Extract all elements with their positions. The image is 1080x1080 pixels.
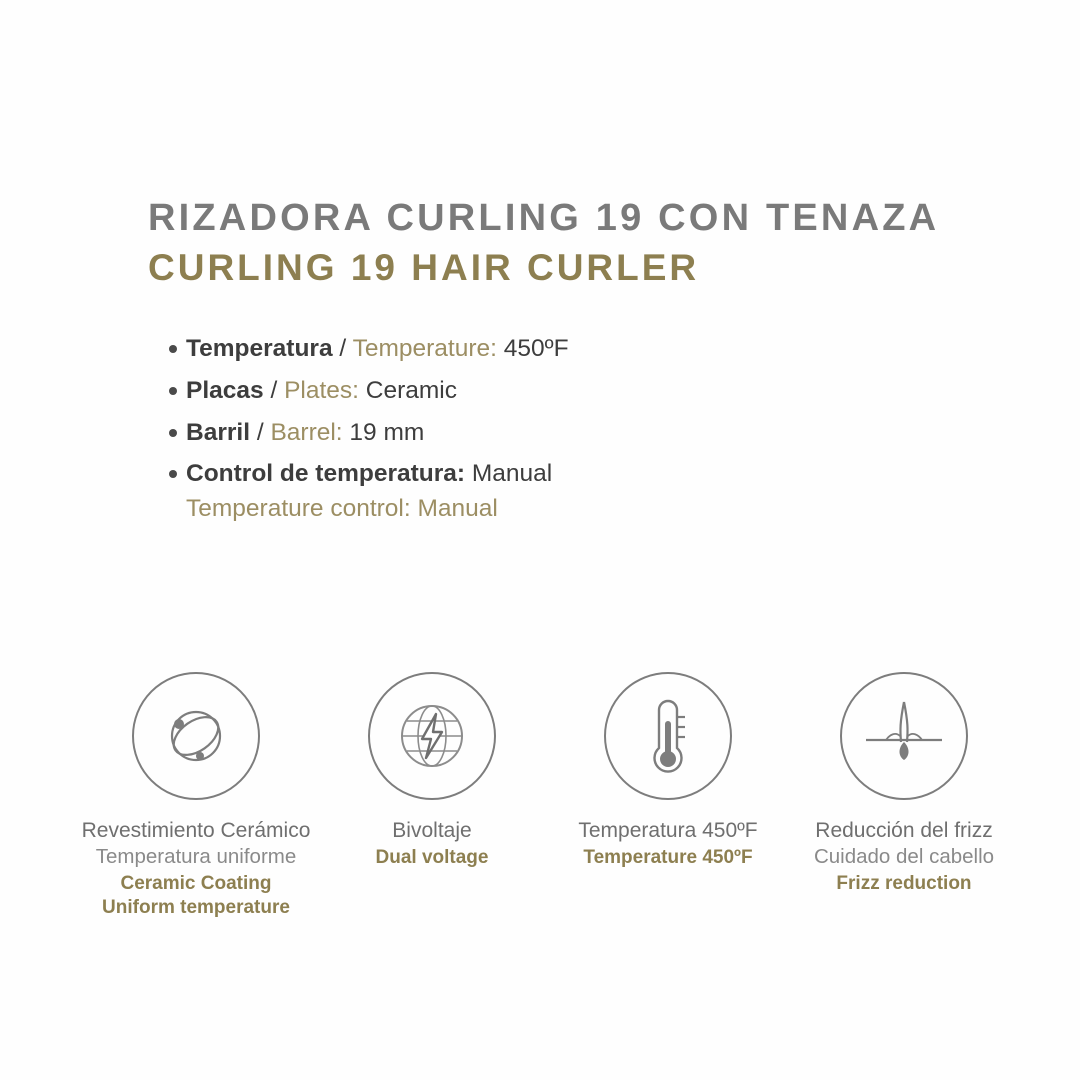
spec-separator: / — [250, 418, 271, 446]
spec-label-en: Barrel: — [270, 418, 343, 446]
spec-value: 450ºF — [503, 335, 569, 362]
feature-frizz-reduction — [786, 672, 1022, 919]
spec-value: Manual — [471, 460, 553, 488]
feature-caption-es-1: Reducción del frizz — [815, 819, 993, 842]
feature-caption-en-1: Frizz reduction — [836, 872, 972, 894]
spec-text — [186, 374, 457, 409]
page-title-en: CURLING 19 HAIR CURLER — [148, 246, 700, 288]
dual-voltage-globe-icon — [368, 672, 496, 800]
spec-value: Ceramic — [365, 376, 458, 404]
spec-separator: / — [263, 376, 285, 404]
list-item — [160, 416, 980, 451]
spec-label-es: Control de temperatura: — [186, 460, 466, 488]
feature-caption-es-1: Bivoltaje — [392, 819, 472, 842]
thermometer-icon — [604, 672, 732, 800]
spec-label-en: Temperature: — [352, 335, 497, 362]
feature-caption-en-1: Temperature 450ºF — [583, 847, 753, 869]
spec-text — [186, 332, 569, 367]
spec-separator — [465, 460, 472, 487]
spec-label-en: Plates: — [284, 376, 359, 404]
spec-text — [186, 416, 424, 451]
feature-caption-en-1: Dual voltage — [375, 847, 489, 869]
feature-caption-es-1: Revestimiento Cerámico — [81, 819, 311, 842]
spec-label-es: Placas — [186, 376, 264, 404]
spec-separator: / — [332, 335, 353, 362]
feature-caption-es-1: Temperatura 450ºF — [578, 819, 758, 842]
feature-caption-en-2: Uniform temperature — [102, 896, 290, 918]
feature-caption-es-2: Cuidado del cabello — [813, 845, 995, 869]
feature-caption-es-2: Temperatura uniforme — [95, 845, 297, 869]
feature-ceramic-coating — [78, 672, 314, 919]
spec-value: 19 mm — [349, 418, 425, 446]
bullet-icon — [160, 374, 186, 395]
ceramic-coating-icon — [132, 672, 260, 800]
feature-caption — [578, 818, 757, 870]
spec-list — [160, 332, 980, 534]
feature-temperature — [550, 672, 786, 919]
frizz-reduction-hair-icon — [840, 672, 968, 800]
spec-label-es: Barril — [186, 418, 251, 446]
bullet-icon — [160, 457, 186, 478]
page-title-es: RIZADORA CURLING 19 CON TENAZA — [148, 197, 940, 239]
list-item — [160, 457, 980, 527]
feature-caption — [376, 818, 489, 870]
feature-caption — [82, 818, 311, 919]
feature-caption — [814, 818, 994, 896]
feature-row — [0, 672, 1080, 919]
list-item — [160, 332, 980, 367]
bullet-icon — [160, 332, 186, 353]
feature-dual-voltage — [314, 672, 550, 919]
bullet-icon — [160, 416, 186, 437]
list-item — [160, 374, 980, 409]
spec-text — [186, 457, 552, 527]
spec-label-es: Temperatura — [186, 335, 333, 362]
feature-caption-en-1: Ceramic Coating — [120, 872, 272, 894]
title-block — [148, 196, 1008, 290]
spec-second-line: Temperature control: Manual — [186, 495, 498, 523]
